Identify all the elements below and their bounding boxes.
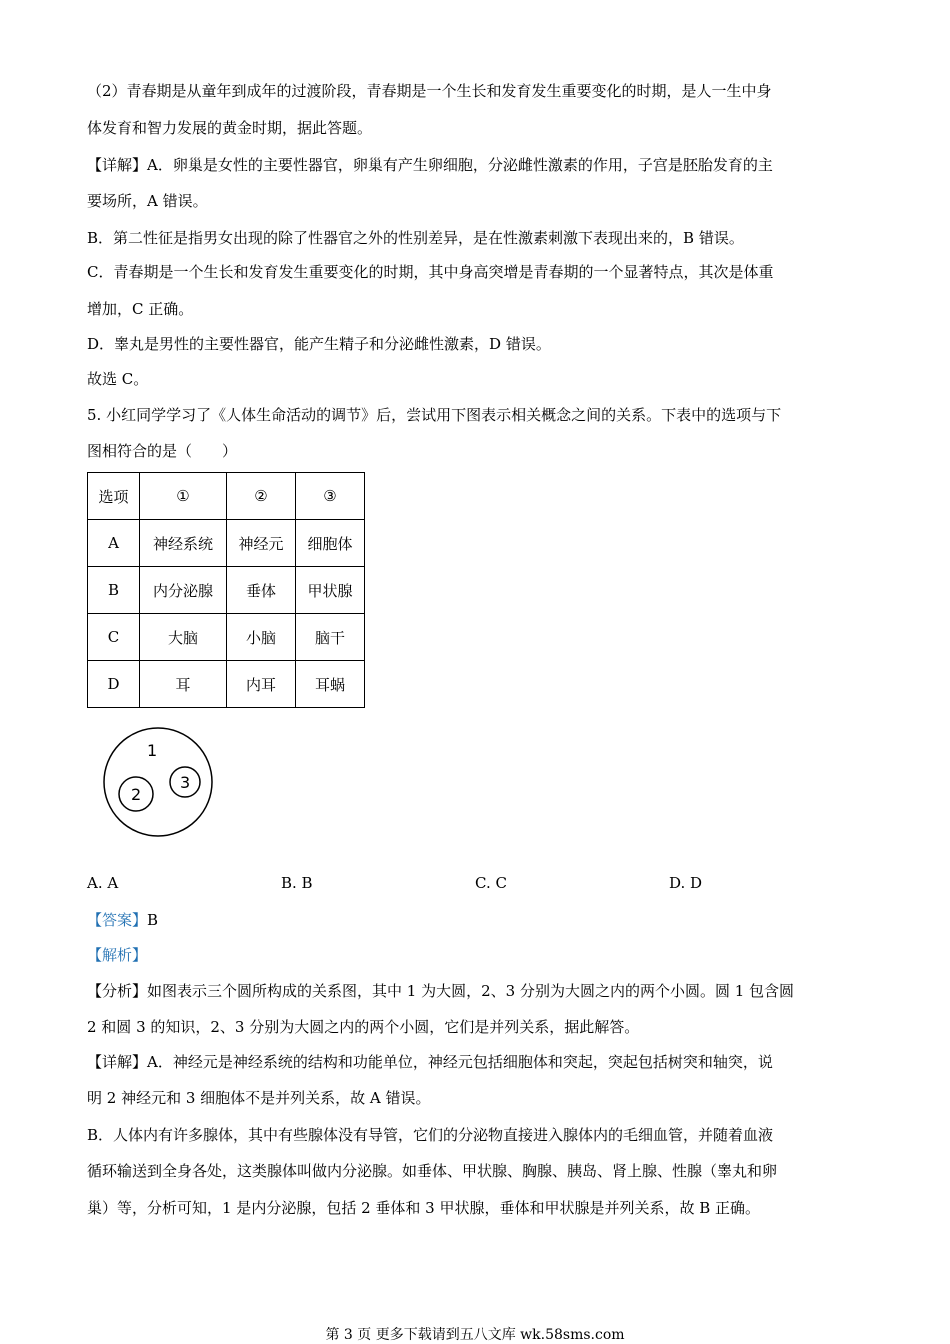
text-line: 故选 C。 [87,370,149,388]
table-cell: 垂体 [227,567,296,614]
table-header-cell: 选项 [88,473,140,520]
text-line: C．青春期是一个生长和发育发生重要变化的时期，其中身高突增是青春期的一个显著特点，其次是体重 [87,263,774,281]
text-line: 循环输送到全身各处，这类腺体叫做内分泌腺。如垂体、甲状腺、胸腺、胰岛、肾上腺、性腺（睾丸和卵 [87,1162,778,1180]
text-line: 增加，C 正确。 [87,300,194,318]
text-line: B．第二性征是指男女出现的除了性器官之外的性别差异，是在性激素刺激下表现出来的，B 错误。 [87,229,744,247]
analysis-label: 【解析】 [87,946,148,964]
choice-d: D. D [669,874,703,892]
table-cell: 脑干 [296,614,365,661]
text-line: 巢）等，分析可知，1 是内分泌腺，包括 2 垂体和 3 甲状腺，垂体和甲状腺是并列关系，故 B 正确。 [87,1199,761,1217]
text-line: （2）青春期是从童年到成年的过渡阶段，青春期是一个生长和发育发生重要变化的时期，是人一生中身 [87,82,772,100]
text-line: 【详解】A．卵巢是女性的主要性器官，卵巢有产生卵细胞，分泌雌性激素的作用，子宫是胚胎发育的主 [87,156,773,174]
big-circle [104,728,212,836]
answer-line [87,910,158,930]
table-cell: 甲状腺 [296,567,365,614]
table-row [88,520,365,567]
table-header-cell: ① [140,473,227,520]
text-line: B．人体内有许多腺体，其中有些腺体没有导管，它们的分泌物直接进入腺体内的毛细血管，并随着血液 [87,1126,774,1144]
question-text: 图相符合的是（ ） [87,442,238,460]
table-cell: 神经元 [227,520,296,567]
text-line: D．睾丸是男性的主要性器官，能产生精子和分泌雌性激素，D 错误。 [87,335,551,353]
choice-b: B. B [281,874,313,892]
options-table [87,472,365,708]
concept-circle-diagram [100,724,220,844]
table-row [88,614,365,661]
table-cell: D [88,661,140,708]
text-line: 要场所，A 错误。 [87,192,208,210]
right-circle-label: 3 [180,773,191,792]
table-cell: 小脑 [227,614,296,661]
question-text: 5. 小红同学学习了《人体生命活动的调节》后，尝试用下图表示相关概念之间的关系。下表中的选项与下 [87,406,782,424]
big-circle-label: 1 [147,741,158,760]
table-row [88,661,365,708]
text-line: 【详解】A．神经元是神经系统的结构和功能单位，神经元包括细胞体和突起，突起包括树突和轴突，说 [87,1053,773,1071]
left-circle-label: 2 [131,785,142,804]
text-line: 体发育和智力发展的黄金时期，据此答题。 [87,119,373,137]
table-header-cell: ③ [296,473,365,520]
choice-c: C. C [475,874,507,892]
table-cell: B [88,567,140,614]
text-line: 【分析】如图表示三个圆所构成的关系图，其中 1 为大圆，2、3 分别为大圆之内的两个小圆。圆 1 包含圆 [87,982,795,1000]
table-cell: A [88,520,140,567]
table-cell: 细胞体 [296,520,365,567]
text-line: 明 2 神经元和 3 细胞体不是并列关系，故 A 错误。 [87,1089,431,1107]
answer-value: B [147,911,159,929]
table-header-row [88,473,365,520]
table-cell: 耳 [140,661,227,708]
table-cell: 神经系统 [140,520,227,567]
table-cell: C [88,614,140,661]
answer-label: 【答案】 [87,911,148,929]
text-line: 2 和圆 3 的知识，2、3 分别为大圆之内的两个小圆，它们是并列关系，据此解答。 [87,1018,640,1036]
choice-a: A. A [87,874,119,892]
table-cell: 内分泌腺 [140,567,227,614]
table-cell: 耳蜗 [296,661,365,708]
table-cell: 大脑 [140,614,227,661]
table-header-cell: ② [227,473,296,520]
page-footer: 第 3 页 更多下载请到五八文库 wk.58sms.com [325,1327,625,1343]
table-row [88,567,365,614]
table-cell: 内耳 [227,661,296,708]
